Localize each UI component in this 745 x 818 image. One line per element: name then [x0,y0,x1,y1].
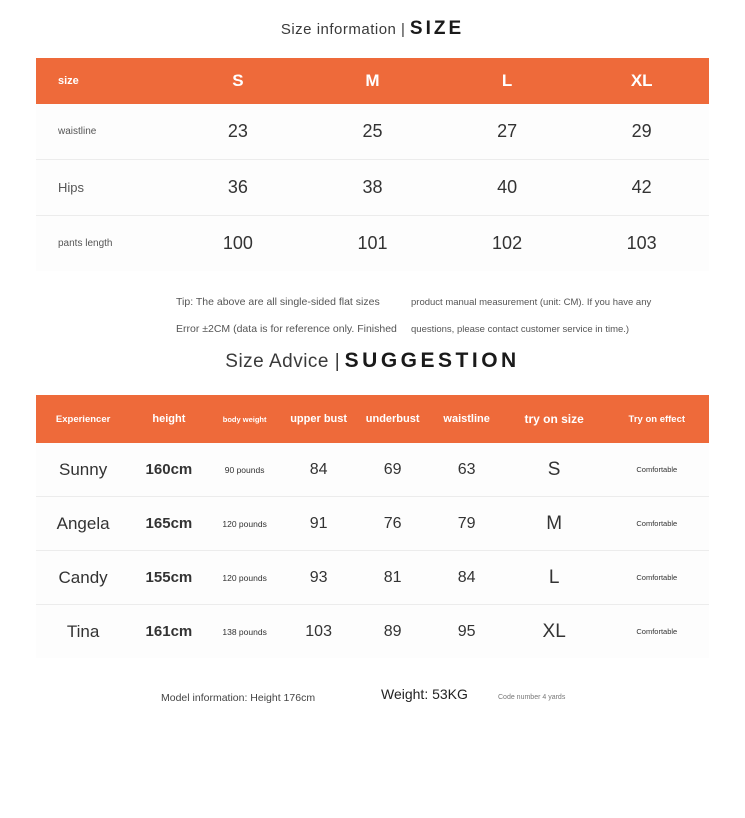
advice-table-container [36,395,709,658]
advice-row-3-name: Tina [36,605,130,659]
advice-row-2-effect: Comfortable [605,551,709,605]
table-row [36,216,709,272]
size-row-hips-s: 36 [171,160,306,216]
size-row-waistline-l: 27 [440,104,575,160]
size-row-waistline-xl: 29 [574,104,709,160]
advice-row-1-height: 165cm [130,497,207,551]
code-number-text: Code number 4 yards [498,694,566,701]
size-row-pants-length-s: 100 [171,216,306,272]
size-table-container [36,58,709,271]
advice-row-1-waistline: 79 [430,497,504,551]
size-row-hips-l: 40 [440,160,575,216]
size-table-header-m: M [305,58,440,104]
advice-table-header [36,395,709,443]
size-table-body [36,104,709,271]
advice-row-1-upper-bust: 91 [282,497,356,551]
advice-row-3-effect: Comfortable [605,605,709,659]
advice-row-0-waistline: 63 [430,443,504,497]
size-advice-heading-big: SUGGESTION [344,349,520,372]
size-tip-note [36,289,709,349]
advice-row-3-upper-bust: 103 [282,605,356,659]
advice-row-3-underbust: 89 [356,605,430,659]
advice-row-1-try-on-size: M [504,497,605,551]
size-chart-page [0,18,745,818]
advice-row-1-underbust: 76 [356,497,430,551]
size-row-pants-length-xl: 103 [574,216,709,272]
table-row [36,104,709,160]
advice-header-upper-bust: upper bust [282,395,356,443]
advice-header-waistline: waistline [430,395,504,443]
size-table-header [36,58,709,104]
size-advice-heading [0,349,745,373]
advice-header-height: height [130,395,207,443]
size-table [36,58,709,271]
advice-row-0-upper-bust: 84 [282,443,356,497]
advice-header-try-on-size: try on size [504,395,605,443]
advice-row-0-underbust: 69 [356,443,430,497]
model-weight-text: Weight: 53KG [381,686,468,702]
size-row-pants-length-l: 102 [440,216,575,272]
size-row-waistline-m: 25 [305,104,440,160]
size-tip-left-line2: Error ±2CM (data is for reference only. Finished [176,323,397,335]
table-row [36,443,709,497]
advice-row-0-effect: Comfortable [605,443,709,497]
advice-row-0-height: 160cm [130,443,207,497]
table-row [36,497,709,551]
advice-row-3-try-on-size: XL [504,605,605,659]
table-row [36,160,709,216]
size-advice-table [36,395,709,658]
advice-row-2-waistline: 84 [430,551,504,605]
size-row-waistline-s: 23 [171,104,306,160]
size-table-header-l: L [440,58,575,104]
advice-row-3-waistline: 95 [430,605,504,659]
size-advice-heading-small: Size Advice | [225,351,341,372]
size-information-heading [0,18,745,40]
advice-row-2-underbust: 81 [356,551,430,605]
size-row-hips-xl: 42 [574,160,709,216]
advice-header-try-on-effect: Try on effect [605,395,709,443]
advice-row-2-name: Candy [36,551,130,605]
advice-row-0-try-on-size: S [504,443,605,497]
advice-row-1-weight: 120 pounds [208,497,282,551]
size-table-header-xl: XL [574,58,709,104]
advice-row-0-weight: 90 pounds [208,443,282,497]
advice-row-2-weight: 120 pounds [208,551,282,605]
size-tip-left [176,289,426,343]
model-height-text: Model information: Height 176cm [161,692,316,704]
advice-row-1-name: Angela [36,497,130,551]
advice-row-3-height: 161cm [130,605,207,659]
model-information-footer [36,684,709,714]
advice-table-body [36,443,709,658]
advice-row-2-height: 155cm [130,551,207,605]
advice-header-underbust: underbust [356,395,430,443]
advice-row-2-upper-bust: 93 [282,551,356,605]
advice-header-body-weight: body weight [208,395,282,443]
size-table-header-row [36,58,709,104]
size-tip-right [411,289,691,343]
advice-table-header-row [36,395,709,443]
size-tip-left-line1: Tip: The above are all single-sided flat sizes [176,296,380,308]
table-row [36,551,709,605]
advice-header-experiencer: Experiencer [36,395,130,443]
size-table-header-size: size [36,58,171,104]
size-information-heading-big: SIZE [409,18,465,39]
size-tip-right-line1: product manual measurement (unit: CM). If you have any [411,297,652,308]
size-row-label-pants-length: pants length [36,216,171,272]
advice-row-0-name: Sunny [36,443,130,497]
size-row-label-waistline: waistline [36,104,171,160]
size-row-pants-length-m: 101 [305,216,440,272]
size-table-header-s: S [171,58,306,104]
size-row-label-hips: Hips [36,160,171,216]
advice-row-1-effect: Comfortable [605,497,709,551]
table-row [36,605,709,659]
size-tip-right-line2: questions, please contact customer service in time.) [411,324,630,335]
size-row-hips-m: 38 [305,160,440,216]
advice-row-2-try-on-size: L [504,551,605,605]
advice-row-3-weight: 138 pounds [208,605,282,659]
size-information-heading-small: Size information | [280,21,406,38]
